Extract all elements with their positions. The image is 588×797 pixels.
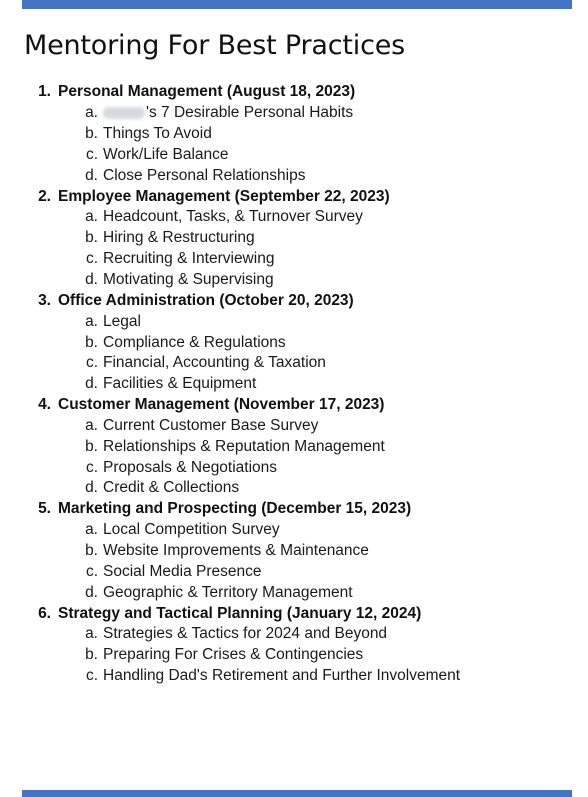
topic-item	[0, 624, 460, 645]
topic-letter: b.	[85, 541, 98, 559]
redacted-name	[103, 107, 145, 119]
topic-text: Motivating & Supervising	[103, 271, 274, 289]
topic-item	[0, 541, 460, 562]
topic-item	[0, 436, 460, 457]
footer-accent-bar	[22, 790, 572, 797]
topic-text-wrap	[103, 167, 305, 185]
topic-item	[0, 457, 460, 478]
agenda-section	[0, 290, 460, 394]
agenda-outline	[0, 82, 460, 686]
topic-item	[0, 207, 460, 228]
section-number: 2.	[38, 187, 51, 205]
topic-text: Financial, Accounting & Taxation	[103, 354, 326, 372]
topic-letter: d.	[85, 166, 98, 184]
topic-text-wrap	[103, 250, 274, 268]
topic-list	[0, 416, 460, 499]
section-number: 1.	[38, 83, 51, 101]
topic-list	[0, 624, 460, 687]
topic-item	[0, 520, 460, 541]
topic-text-wrap	[103, 542, 369, 560]
topic-text-wrap	[103, 563, 262, 581]
topic-item	[0, 165, 460, 186]
section-heading	[0, 603, 460, 624]
topic-text: Website Improvements & Maintenance	[103, 541, 369, 559]
topic-item	[0, 332, 460, 353]
header-accent-bar	[22, 0, 572, 9]
topic-text: Preparing For Crises & Contingencies	[103, 646, 364, 664]
topic-item	[0, 103, 460, 124]
topic-letter: c.	[85, 562, 98, 580]
agenda-section	[0, 499, 460, 603]
topic-text-wrap	[103, 521, 280, 539]
topic-item	[0, 145, 460, 166]
topic-item	[0, 561, 460, 582]
section-title: Customer Management (November 17, 2023)	[58, 396, 385, 414]
topic-text-wrap	[103, 125, 212, 143]
topic-letter: d.	[85, 271, 98, 289]
topic-text: Facilities & Equipment	[103, 375, 257, 393]
agenda-section	[0, 603, 460, 686]
topic-text: Relationships & Reputation Management	[103, 437, 385, 455]
topic-text: Work/Life Balance	[103, 145, 229, 163]
topic-item	[0, 249, 460, 270]
topic-text-wrap	[103, 625, 387, 643]
agenda-section	[0, 82, 460, 186]
topic-text-wrap	[103, 459, 277, 477]
topic-text: 's 7 Desirable Personal Habits	[146, 104, 354, 122]
topic-item	[0, 228, 460, 249]
topic-letter: b.	[85, 437, 98, 455]
topic-letter: a.	[85, 521, 98, 539]
topic-item	[0, 582, 460, 603]
topic-letter: c.	[85, 145, 98, 163]
topic-list	[0, 520, 460, 603]
topic-letter: a.	[85, 416, 98, 434]
topic-item	[0, 270, 460, 291]
topic-letter: c.	[85, 250, 98, 268]
section-title: Personal Management (August 18, 2023)	[58, 83, 356, 101]
topic-text: Local Competition Survey	[103, 521, 280, 539]
topic-letter: c.	[85, 458, 98, 476]
topic-item	[0, 124, 460, 145]
topic-text-wrap	[103, 438, 385, 456]
section-heading	[0, 290, 460, 311]
topic-item	[0, 353, 460, 374]
section-title: Employee Management (September 22, 2023)	[58, 187, 390, 205]
topic-text-wrap	[103, 104, 353, 122]
topic-letter: b.	[85, 333, 98, 351]
page-title: Mentoring For Best Practices	[24, 30, 406, 61]
topic-text: Proposals & Negotiations	[103, 458, 278, 476]
topic-item	[0, 374, 460, 395]
topic-item	[0, 666, 460, 687]
topic-text: Social Media Presence	[103, 562, 262, 580]
section-heading	[0, 186, 460, 207]
topic-text-wrap	[103, 146, 229, 164]
section-number: 4.	[38, 396, 51, 414]
topic-text: Legal	[103, 312, 141, 330]
topic-text-wrap	[103, 208, 363, 226]
topic-letter: d.	[85, 583, 98, 601]
section-title: Marketing and Prospecting (December 15, 2023)	[58, 500, 412, 518]
topic-letter: d.	[85, 479, 98, 497]
topic-text-wrap	[103, 229, 255, 247]
section-title: Strategy and Tactical Planning (January 12, 2024)	[58, 604, 422, 622]
topic-item	[0, 416, 460, 437]
topic-list	[0, 103, 460, 186]
topic-letter: c.	[85, 667, 98, 685]
topic-text-wrap	[103, 667, 460, 685]
topic-text-wrap	[103, 271, 274, 289]
topic-text: Things To Avoid	[103, 125, 212, 143]
topic-text: Recruiting & Interviewing	[103, 250, 275, 268]
topic-text-wrap	[103, 334, 286, 352]
topic-text: Compliance & Regulations	[103, 333, 286, 351]
topic-letter: a.	[85, 312, 98, 330]
topic-letter: b.	[85, 125, 98, 143]
topic-letter: c.	[85, 354, 98, 372]
section-number: 3.	[38, 291, 51, 309]
topic-list	[0, 207, 460, 290]
section-number: 5.	[38, 500, 51, 518]
section-number: 6.	[38, 604, 51, 622]
topic-text: Current Customer Base Survey	[103, 416, 319, 434]
agenda-section	[0, 186, 460, 290]
topic-text: Credit & Collections	[103, 479, 240, 497]
agenda-section	[0, 395, 460, 499]
topic-text-wrap	[103, 354, 326, 372]
topic-text-wrap	[103, 417, 318, 435]
topic-letter: a.	[85, 625, 98, 643]
topic-letter: b.	[85, 229, 98, 247]
topic-item	[0, 478, 460, 499]
topic-text: Handling Dad's Retirement and Further Involvement	[103, 667, 461, 685]
topic-letter: d.	[85, 375, 98, 393]
topic-text-wrap	[103, 375, 256, 393]
topic-letter: b.	[85, 646, 98, 664]
topic-text: Strategies & Tactics for 2024 and Beyond	[103, 625, 388, 643]
topic-text: Close Personal Relationships	[103, 166, 306, 184]
topic-item	[0, 311, 460, 332]
topic-text-wrap	[103, 584, 353, 602]
topic-letter: a.	[85, 208, 98, 226]
topic-text-wrap	[103, 479, 239, 497]
topic-text: Geographic & Territory Management	[103, 583, 353, 601]
topic-list	[0, 311, 460, 394]
topic-letter: a.	[85, 104, 98, 122]
section-heading	[0, 395, 460, 416]
section-heading	[0, 499, 460, 520]
topic-text-wrap	[103, 313, 141, 331]
topic-item	[0, 645, 460, 666]
section-heading	[0, 82, 460, 103]
topic-text-wrap	[103, 646, 363, 664]
section-title: Office Administration (October 20, 2023)	[58, 291, 354, 309]
topic-text: Headcount, Tasks, & Turnover Survey	[103, 208, 363, 226]
topic-text: Hiring & Restructuring	[103, 229, 255, 247]
